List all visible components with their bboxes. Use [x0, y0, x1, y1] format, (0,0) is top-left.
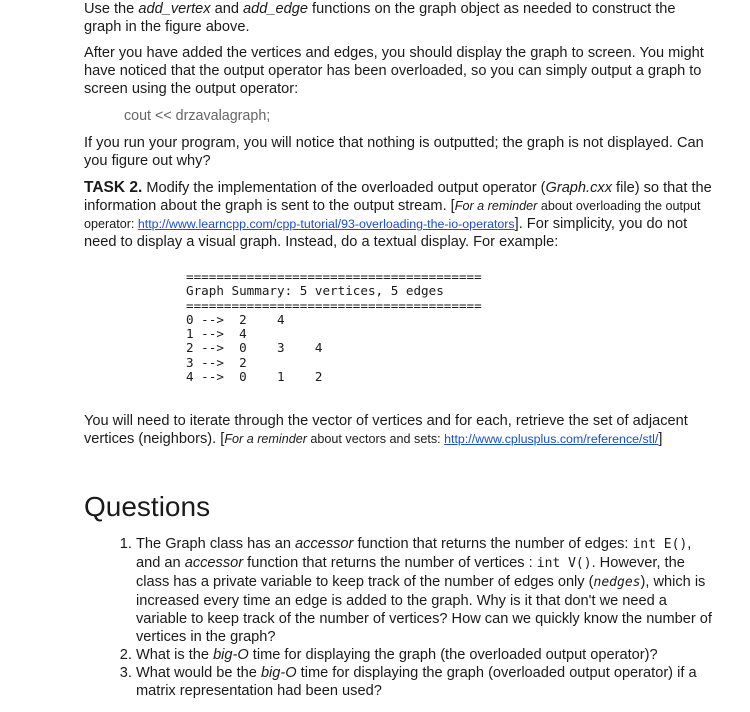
text: time for displaying the graph (the overloaded output operator)? [248, 647, 658, 663]
text: about vectors and sets: [306, 432, 445, 446]
learncpp-link[interactable]: http://www.learncpp.com/cpp-tutorial/93-overloading-the-io-operators [137, 217, 515, 231]
text: Modify the implementation of the overloaded output operator ( [142, 180, 546, 196]
adjacency-row: 0 --> 2 4 [186, 311, 285, 327]
cplusplus-link[interactable]: http://www.cplusplus.com/reference/stl/ [444, 432, 659, 446]
graph-summary-line: Graph Summary: 5 vertices, 5 edges [186, 283, 444, 299]
question-2 [136, 646, 716, 664]
separator-rule: ======================================= [186, 269, 482, 284]
adjacency-row: 4 --> 0 1 2 [186, 369, 323, 385]
text: about overloading the output operator: [84, 199, 701, 231]
task-2-paragraph [84, 179, 714, 251]
text: time for displaying the graph (overloaded output operator) if a matrix representation had been used? [136, 665, 697, 699]
inline-code: int V() [536, 556, 592, 571]
text: You will need to iterate through the vector of vertices and for each, retrieve the set of adjacent vertices (neighbors). [ [84, 413, 688, 447]
task-label: TASK 2. [84, 179, 143, 196]
questions-heading: Questions [84, 491, 211, 522]
text: ), which is increased every time an edge is added to the graph. Why is it that don't we need a variable to keep track of the number of vertices? How can we quickly know the number of vertices in the graph? [136, 574, 712, 645]
question-3 [136, 664, 716, 700]
text: . However, the class has a private variable to keep track of the number of edges only ( [136, 555, 685, 590]
text: ]. For simplicity, you do not need to display a visual graph. Instead, do a textual display. For example: [84, 216, 688, 250]
text: , and an [136, 536, 692, 571]
text: The Graph class has an [136, 536, 295, 552]
adjacency-row: 1 --> 4 [186, 326, 247, 342]
instruction-paragraph-2: After you have added the vertices and edges, you should display the graph to screen. You might have noticed that the output operator has been overloaded, so you can simply output a graph to screen using the output operator: [84, 45, 704, 97]
text: file) so that the information about the graph is sent to the output stream. [ [84, 180, 712, 214]
instruction-paragraph-1 [84, 0, 714, 36]
function-name: add_vertex [138, 1, 211, 17]
text: functions on the graph object as needed to construct the graph in the figure above. [84, 1, 676, 35]
separator-rule: ======================================= [186, 297, 482, 313]
questions-list [84, 535, 716, 700]
function-name: add_edge [243, 1, 308, 17]
text: ] [658, 431, 663, 447]
reminder-text: For a reminder [224, 432, 307, 446]
emphasis: accessor [184, 555, 244, 571]
emphasis: accessor [295, 536, 354, 552]
text: What would be the [136, 665, 261, 681]
inline-code: nedges [593, 575, 641, 590]
text: function that returns the number of edges: [353, 536, 633, 552]
file-name: Graph.cxx [545, 180, 612, 196]
reminder-text: For a reminder [454, 199, 538, 213]
text: Use the [84, 1, 139, 17]
text: and [210, 1, 244, 17]
emphasis: big-O [213, 647, 249, 663]
code-example-cout: cout << drzavalagraph; [124, 108, 271, 124]
emphasis: big-O [260, 665, 297, 681]
question-1 [136, 535, 716, 646]
sample-graph-output [186, 270, 482, 384]
adjacency-row: 2 --> 0 3 4 [186, 340, 323, 356]
iterate-paragraph [84, 412, 714, 448]
inline-code: int E() [632, 537, 688, 552]
text: What is the [136, 647, 214, 663]
instruction-paragraph-3: If you run your program, you will notice that nothing is outputted; the graph is not displayed. Can you figure out why? [84, 135, 704, 169]
text: function that returns the number of vertices : [243, 555, 537, 571]
adjacency-row: 3 --> 2 [186, 354, 247, 370]
